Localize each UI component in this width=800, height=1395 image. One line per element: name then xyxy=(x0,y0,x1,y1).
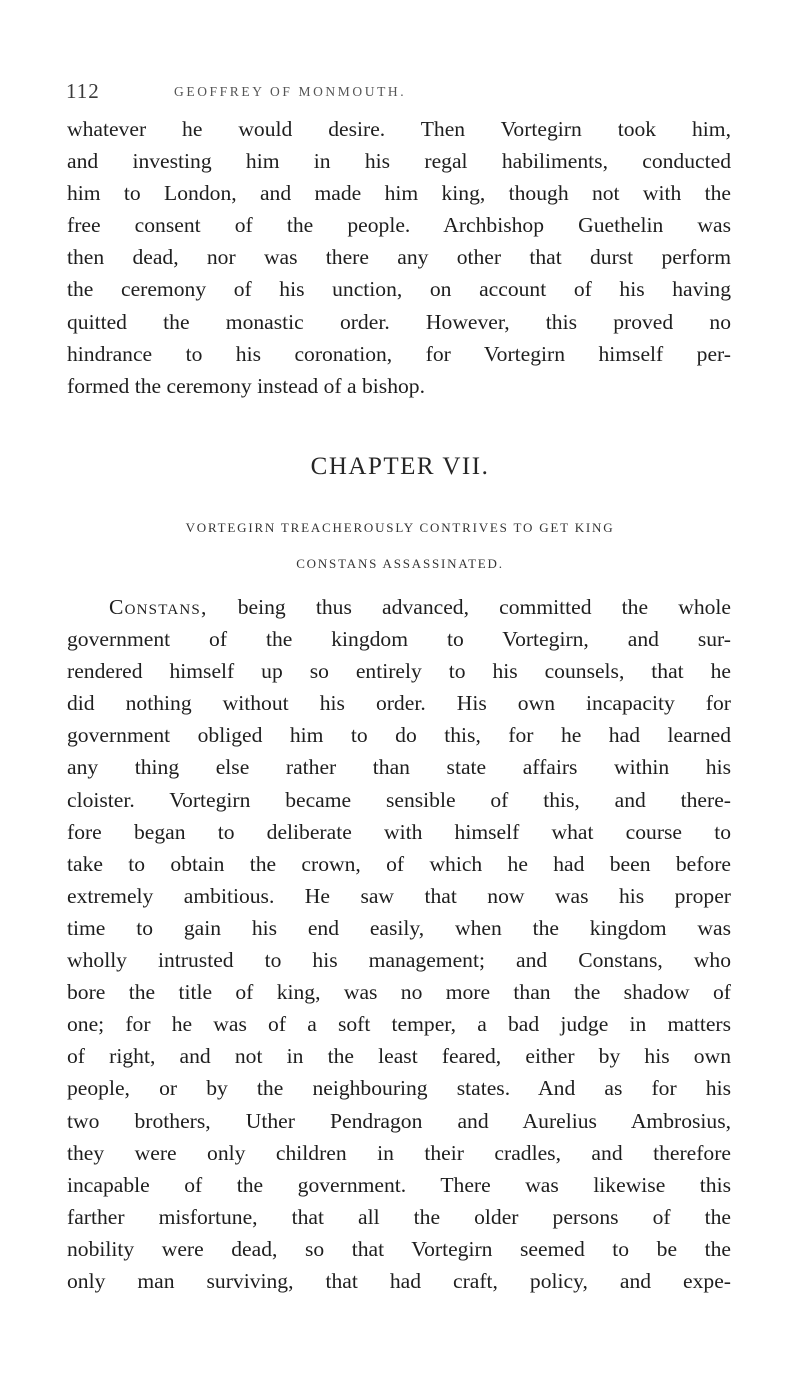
chapter-subtitle-line-1: VORTEGIRN TREACHEROUSLY CONTRIVES TO GET KING xyxy=(185,520,615,535)
text-line: free consent of the people. Archbishop Guethelin was xyxy=(67,213,731,238)
text-line: they were only children in their cradles, and therefore xyxy=(67,1140,731,1165)
paragraph-2 xyxy=(67,591,731,1297)
chapter-subtitle-line-2: CONSTANS ASSASSINATED. xyxy=(296,556,504,571)
text-line: him to London, and made him king, though not with the xyxy=(67,181,731,206)
text-line: time to gain his end easily, when the kingdom was xyxy=(67,915,731,940)
text-line: only man surviving, that had craft, policy, and expe- xyxy=(67,1268,731,1293)
text-line: did nothing without his order. His own incapacity for xyxy=(67,691,731,716)
text-line: then dead, nor was there any other that durst perform xyxy=(67,245,731,270)
text-line: the ceremony of his unction, on account of his having xyxy=(67,277,731,302)
text-line: government obliged him to do this, for he had learned xyxy=(67,723,731,748)
text-line: government of the kingdom to Vortegirn, and sur- xyxy=(67,627,731,652)
text-line: one; for he was of a soft temper, a bad judge in matters xyxy=(67,1012,731,1037)
text-line-first xyxy=(67,591,731,623)
text-line: bore the title of king, was no more than the shadow of xyxy=(67,980,731,1005)
text-line: wholly intrusted to his management; and Constans, who xyxy=(67,948,731,973)
running-title: GEOFFREY OF MONMOUTH. xyxy=(174,84,407,99)
text-line: nobility were dead, so that Vortegirn seemed to be the xyxy=(67,1236,731,1261)
page-number: 112 xyxy=(66,79,100,103)
text-line: whatever he would desire. Then Vortegirn took him, xyxy=(67,117,731,141)
text-line: take to obtain the crown, of which he had been before xyxy=(67,851,731,876)
text-line: farther misfortune, that all the older persons of the xyxy=(67,1204,731,1229)
text-line: fore began to deliberate with himself what course to xyxy=(67,819,731,844)
text-line: extremely ambitious. He saw that now was his proper xyxy=(67,883,731,908)
text-line: any thing else rather than state affairs within his xyxy=(67,755,731,780)
text-line: incapable of the government. There was likewise this xyxy=(67,1172,731,1197)
running-head xyxy=(66,79,731,103)
first-line-rest: being thus advanced, committed the whole xyxy=(207,595,731,619)
text-line: formed the ceremony instead of a bishop. xyxy=(67,373,425,398)
chapter-heading: CHAPTER VII. xyxy=(310,453,490,480)
text-line: two brothers, Uther Pendragon and Aurelius Ambrosius, xyxy=(67,1108,731,1133)
text-line: rendered himself up so entirely to his counsels, that he xyxy=(67,659,731,684)
lead-word: Constans, xyxy=(109,595,208,619)
text-line: cloister. Vortegirn became sensible of this, and there- xyxy=(67,787,731,812)
paragraph-1 xyxy=(67,113,731,402)
text-line: and investing him in his regal habiliments, conducted xyxy=(67,149,731,174)
text-line: quitted the monastic order. However, this proved no xyxy=(67,309,731,334)
text-line: hindrance to his coronation, for Vortegirn himself per- xyxy=(67,341,731,366)
text-line: of right, and not in the least feared, either by his own xyxy=(67,1044,731,1069)
text-line: people, or by the neighbouring states. And as for his xyxy=(67,1076,731,1101)
